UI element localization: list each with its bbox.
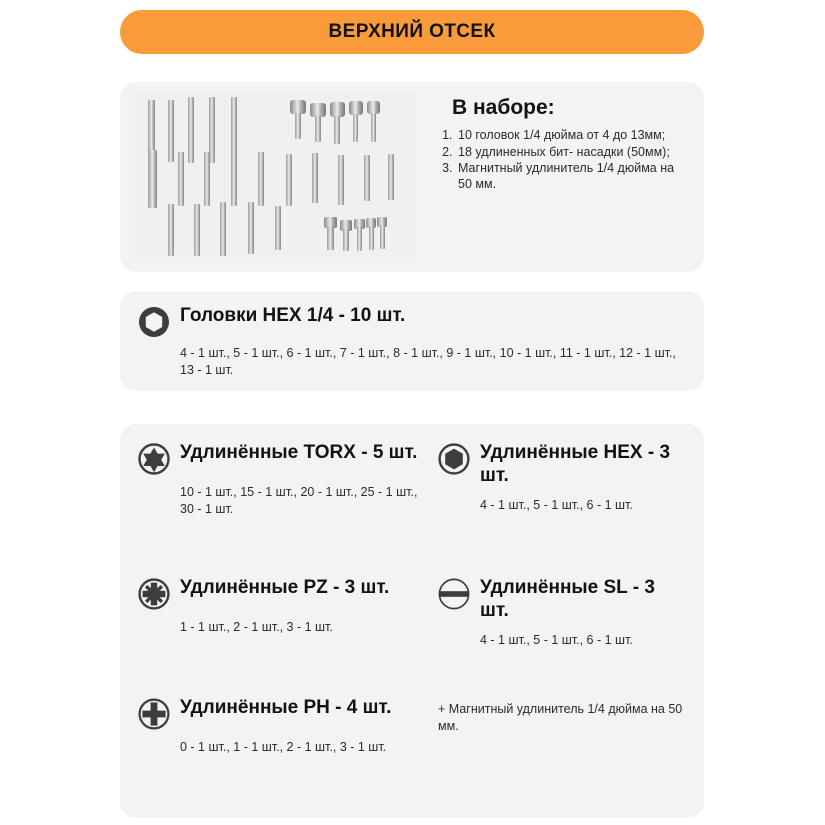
section-details-torx: 10 - 1 шт., 15 - 1 шт., 20 - 1 шт., 25 - 1 шт., 30 - 1 шт. [180, 485, 418, 516]
list-item: 2. 18 удлиненных бит- насадки (50мм); [456, 145, 688, 161]
header-banner [120, 10, 704, 54]
section-title-hex-bits: Удлинённые HEX - 3 шт. [480, 442, 671, 486]
section-title-hex-sockets: Головки HEX 1/4 - 10 шт. [180, 305, 406, 326]
section-title-pz: Удлинённые PZ - 3 шт. [180, 577, 390, 598]
hex-socket-icon [138, 306, 170, 338]
section-card-extended-bits [120, 424, 704, 818]
section-card-hex-sockets [120, 291, 704, 391]
section-details-sl: 4 - 1 шт., 5 - 1 шт., 6 - 1 шт. [480, 632, 633, 647]
kit-contents-pane [420, 82, 704, 272]
list-item: 1. 10 головок 1/4 дюйма от 4 до 13мм; [456, 128, 688, 144]
pozidriv-icon [138, 578, 170, 610]
torx-icon [138, 443, 170, 475]
section-pz [138, 577, 438, 697]
list-item: 3. Магнитный удлинитель 1/4 дюйма на 50 мм. [456, 161, 688, 192]
section-details-hex-bits: 4 - 1 шт., 5 - 1 шт., 6 - 1 шт. [480, 497, 633, 512]
kit-contents-heading: В наборе: [452, 96, 555, 119]
slotted-icon [438, 578, 470, 610]
phillips-icon [138, 698, 170, 730]
screwdriver-bits-and-sockets-photo [130, 92, 415, 262]
kit-contents-list [434, 128, 688, 193]
section-title-ph: Удлинённые PH - 4 шт. [180, 697, 392, 718]
intro-card [120, 82, 704, 272]
section-details-ph: 0 - 1 шт., 1 - 1 шт., 2 - 1 шт., 3 - 1 шт. [180, 740, 387, 754]
product-photo-pane [120, 82, 420, 272]
hex-bit-icon [438, 443, 470, 475]
section-details-hex-sockets: 4 - 1 шт., 5 - 1 шт., 6 - 1 шт., 7 - 1 шт., 8 - 1 шт., 9 - 1 шт., 10 - 1 шт., 11 - 1 шт., 12 - 1 шт., 13 - 1 шт. [180, 346, 676, 377]
section-title-torx: Удлинённые TORX - 5 шт. [180, 442, 418, 463]
section-hex-bits [438, 442, 684, 577]
page-title: ВЕРХНИЙ ОТСЕК [328, 21, 496, 42]
section-title-sl: Удлинённые SL - 3 шт. [480, 577, 655, 621]
section-ph [138, 697, 438, 804]
magnetic-extender-note: + Магнитный удлинитель 1/4 дюйма на 50 мм. [438, 702, 683, 733]
section-sl [438, 577, 684, 697]
footnote-cell [438, 697, 684, 804]
section-details-pz: 1 - 1 шт., 2 - 1 шт., 3 - 1 шт. [180, 620, 333, 634]
section-torx [138, 442, 438, 577]
